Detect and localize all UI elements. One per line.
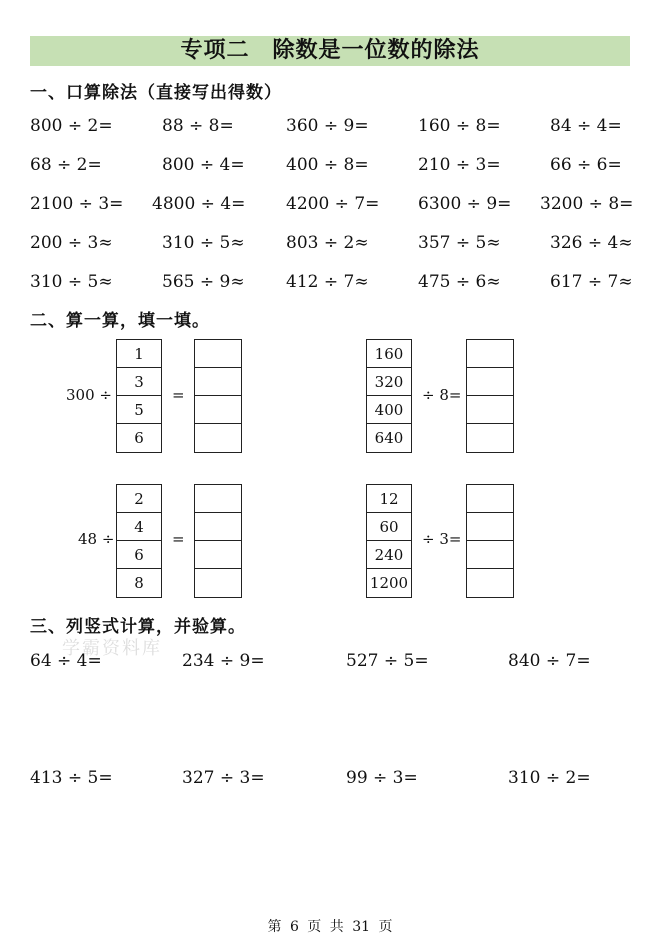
answer-cell[interactable] xyxy=(195,424,241,452)
answer-cell[interactable] xyxy=(195,368,241,396)
fill-suffix: ÷ 8= xyxy=(422,386,462,404)
divisor-cell: 6 xyxy=(117,541,161,569)
mental-math-problem: 3200 ÷ 8= xyxy=(540,194,634,214)
dividend-cell: 320 xyxy=(367,368,411,396)
mental-math-problem: 800 ÷ 4= xyxy=(162,155,245,175)
divisor-cell: 5 xyxy=(117,396,161,424)
mental-math-problem: 800 ÷ 2= xyxy=(30,116,113,136)
answer-cell[interactable] xyxy=(467,396,513,424)
answer-column xyxy=(466,484,514,598)
vertical-calc-problem: 527 ÷ 5= xyxy=(346,651,429,671)
dividend-column xyxy=(366,484,412,598)
answer-cell[interactable] xyxy=(467,368,513,396)
answer-column xyxy=(194,339,242,453)
divisor-cell: 3 xyxy=(117,368,161,396)
mental-math-problem: 357 ÷ 5≈ xyxy=(418,233,501,253)
mental-math-problem: 310 ÷ 5≈ xyxy=(30,272,113,292)
answer-cell[interactable] xyxy=(195,569,241,597)
fill-suffix: = xyxy=(172,530,185,548)
vertical-calc-problem: 64 ÷ 4= xyxy=(30,651,102,671)
divisor-column xyxy=(116,484,162,598)
divisor-cell: 4 xyxy=(117,513,161,541)
mental-math-problem: 66 ÷ 6= xyxy=(550,155,622,175)
vertical-calc-problem: 99 ÷ 3= xyxy=(346,768,418,788)
answer-cell[interactable] xyxy=(467,424,513,452)
dividend-cell: 12 xyxy=(367,485,411,513)
fill-suffix: = xyxy=(172,386,185,404)
mental-math-problem: 400 ÷ 8= xyxy=(286,155,369,175)
mental-math-problem: 475 ÷ 6≈ xyxy=(418,272,501,292)
dividend-cell: 400 xyxy=(367,396,411,424)
mental-math-problem: 84 ÷ 4= xyxy=(550,116,622,136)
mental-math-problem: 803 ÷ 2≈ xyxy=(286,233,369,253)
dividend-cell: 640 xyxy=(374,429,404,447)
watermark: 学霸资料库 xyxy=(62,638,162,659)
vertical-calc-problem: 413 ÷ 5= xyxy=(30,768,113,788)
dividend-cell: 240 xyxy=(367,541,411,569)
answer-cell[interactable] xyxy=(467,569,513,597)
mental-math-problem: 310 ÷ 5≈ xyxy=(162,233,245,253)
mental-math-problem: 88 ÷ 8= xyxy=(162,116,234,136)
section2-heading: 二、算一算，填一填。 xyxy=(30,311,210,331)
answer-column xyxy=(466,339,514,453)
fill-prefix: 300 ÷ xyxy=(66,386,112,404)
fill-prefix: 48 ÷ xyxy=(78,530,115,548)
mental-math-problem: 6300 ÷ 9= xyxy=(418,194,512,214)
answer-cell[interactable] xyxy=(467,485,513,513)
vertical-calc-problem: 327 ÷ 3= xyxy=(182,768,265,788)
dividend-cell: 60 xyxy=(367,513,411,541)
divisor-column xyxy=(116,339,162,453)
page-footer: 第 6 页 共 31 页 xyxy=(267,919,393,935)
divisor-cell: 6 xyxy=(134,429,144,447)
divisor-cell: 1 xyxy=(117,340,161,368)
mental-math-problem: 210 ÷ 3= xyxy=(418,155,501,175)
answer-cell[interactable] xyxy=(195,396,241,424)
answer-cell[interactable] xyxy=(467,513,513,541)
vertical-calc-problem: 234 ÷ 9= xyxy=(182,651,265,671)
mental-math-problem: 4800 ÷ 4= xyxy=(152,194,246,214)
vertical-calc-problem: 840 ÷ 7= xyxy=(508,651,591,671)
mental-math-problem: 68 ÷ 2= xyxy=(30,155,102,175)
answer-cell[interactable] xyxy=(467,541,513,569)
mental-math-problem: 617 ÷ 7≈ xyxy=(550,272,633,292)
divisor-cell: 8 xyxy=(134,574,144,592)
answer-cell[interactable] xyxy=(195,340,241,368)
mental-math-problem: 160 ÷ 8= xyxy=(418,116,501,136)
mental-math-problem: 4200 ÷ 7= xyxy=(286,194,380,214)
answer-cell[interactable] xyxy=(195,513,241,541)
section1-heading: 一、口算除法（直接写出得数） xyxy=(30,83,282,103)
answer-cell[interactable] xyxy=(195,485,241,513)
answer-column xyxy=(194,484,242,598)
mental-math-problem: 326 ÷ 4≈ xyxy=(550,233,633,253)
dividend-cell: 1200 xyxy=(369,574,409,592)
mental-math-problem: 360 ÷ 9= xyxy=(286,116,369,136)
page-title: 专项二 除数是一位数的除法 xyxy=(180,38,480,63)
fill-suffix: ÷ 3= xyxy=(422,530,462,548)
mental-math-problem: 2100 ÷ 3= xyxy=(30,194,124,214)
mental-math-problem: 412 ÷ 7≈ xyxy=(286,272,369,292)
divisor-cell: 2 xyxy=(117,485,161,513)
mental-math-problem: 565 ÷ 9≈ xyxy=(162,272,245,292)
vertical-calc-problem: 310 ÷ 2= xyxy=(508,768,591,788)
dividend-column xyxy=(366,339,412,453)
dividend-cell: 160 xyxy=(367,340,411,368)
answer-cell[interactable] xyxy=(467,340,513,368)
mental-math-problem: 200 ÷ 3≈ xyxy=(30,233,113,253)
section3-heading: 三、列竖式计算，并验算。 xyxy=(30,617,246,637)
answer-cell[interactable] xyxy=(195,541,241,569)
